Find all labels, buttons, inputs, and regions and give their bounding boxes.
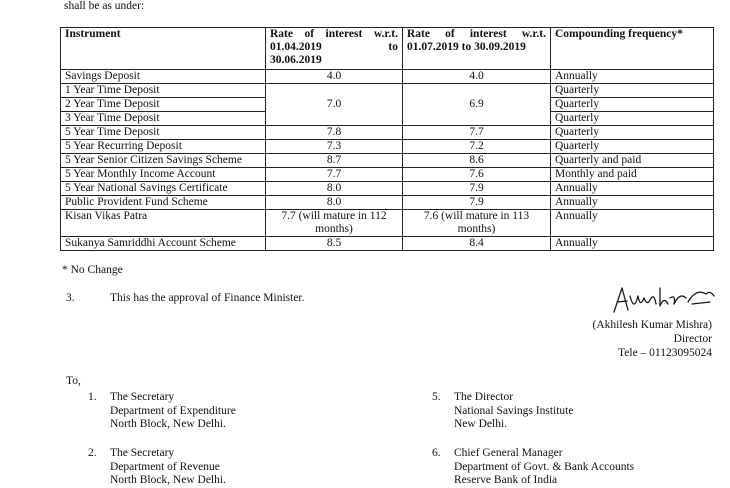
cell-instrument: 5 Year Recurring Deposit [61, 140, 266, 154]
intro-text: shall be as under: [64, 0, 145, 12]
signatory-designation: Director [673, 333, 712, 345]
cell-rate-q2: 6.9 [403, 84, 551, 126]
cell-instrument: 5 Year Monthly Income Account [61, 168, 266, 182]
table-row [61, 126, 714, 140]
cell-rate-q2: 7.7 [403, 126, 551, 140]
signature-block [593, 318, 712, 360]
table-header-row [61, 28, 714, 70]
header-rate-q2: Rate of interest w.r.t. 01.07.2019 to 30.09.2019 [403, 28, 551, 70]
table-row [61, 237, 714, 251]
signatory-name: (Akhilesh Kumar Mishra) [592, 319, 712, 331]
cell-instrument: 5 Year National Savings Certificate [61, 182, 266, 196]
cell-frequency: Quarterly [551, 112, 714, 126]
cell-rate-q1: 7.7 [266, 168, 403, 182]
paragraph-number: 3. [66, 292, 75, 304]
signatory-phone: Tele – 01123095024 [618, 347, 712, 359]
cell-instrument: 2 Year Time Deposit [61, 98, 266, 112]
cell-rate-q2: 4.0 [403, 70, 551, 84]
cell-frequency: Quarterly [551, 126, 714, 140]
table-row [61, 140, 714, 154]
cell-frequency: Annually [551, 237, 714, 251]
header-frequency: Compounding frequency* [551, 28, 714, 70]
table-row [61, 154, 714, 168]
interest-rate-table [60, 27, 714, 251]
cell-rate-q2: 8.6 [403, 154, 551, 168]
cell-frequency: Annually [551, 210, 714, 237]
cell-instrument: 5 Year Time Deposit [61, 126, 266, 140]
cell-frequency: Monthly and paid [551, 168, 714, 182]
cell-rate-q1: 8.0 [266, 196, 403, 210]
cell-frequency: Quarterly [551, 140, 714, 154]
cell-rate-q1: 7.8 [266, 126, 403, 140]
table-row [61, 84, 714, 98]
cell-rate-q1: 7.7 (will mature in 112 months) [266, 210, 403, 237]
cell-rate-q2: 7.9 [403, 182, 551, 196]
no-change-note: * No Change [62, 264, 123, 276]
cell-instrument: 5 Year Senior Citizen Savings Scheme [61, 154, 266, 168]
cell-frequency: Annually [551, 182, 714, 196]
cell-frequency: Quarterly [551, 98, 714, 112]
cell-rate-q1: 7.3 [266, 140, 403, 154]
cell-rate-q2: 7.9 [403, 196, 551, 210]
cell-frequency: Annually [551, 70, 714, 84]
header-instrument: Instrument [61, 28, 266, 70]
cell-rate-q2: 8.4 [403, 237, 551, 251]
table-row [61, 210, 714, 237]
to-label: To, [66, 375, 81, 387]
cell-rate-q2: 7.6 (will mature in 113 months) [403, 210, 551, 237]
cell-instrument: Kisan Vikas Patra [61, 210, 266, 237]
table-row [61, 182, 714, 196]
table-row [61, 196, 714, 210]
cell-frequency: Quarterly [551, 84, 714, 98]
table-row [61, 168, 714, 182]
cell-frequency: Quarterly and paid [551, 154, 714, 168]
cell-instrument: Sukanya Samriddhi Account Scheme [61, 237, 266, 251]
header-rate-q1: Rate of interest w.r.t. 01.04.2019 to 30.06.2019 [266, 28, 403, 70]
cell-instrument: 1 Year Time Deposit [61, 84, 266, 98]
cell-rate-q1: 4.0 [266, 70, 403, 84]
cell-frequency: Annually [551, 196, 714, 210]
cell-rate-q2: 7.2 [403, 140, 551, 154]
table-row [61, 70, 714, 84]
cell-rate-q1: 8.0 [266, 182, 403, 196]
cell-rate-q2: 7.6 [403, 168, 551, 182]
cell-instrument: Public Provident Fund Scheme [61, 196, 266, 210]
cell-instrument: 3 Year Time Deposit [61, 112, 266, 126]
cell-rate-q1: 8.7 [266, 154, 403, 168]
paragraph-text: This has the approval of Finance Minister. [110, 292, 305, 304]
cell-instrument: Savings Deposit [61, 70, 266, 84]
cell-rate-q1: 8.5 [266, 237, 403, 251]
cell-rate-q1: 7.0 [266, 84, 403, 126]
handwritten-signature [610, 282, 720, 316]
